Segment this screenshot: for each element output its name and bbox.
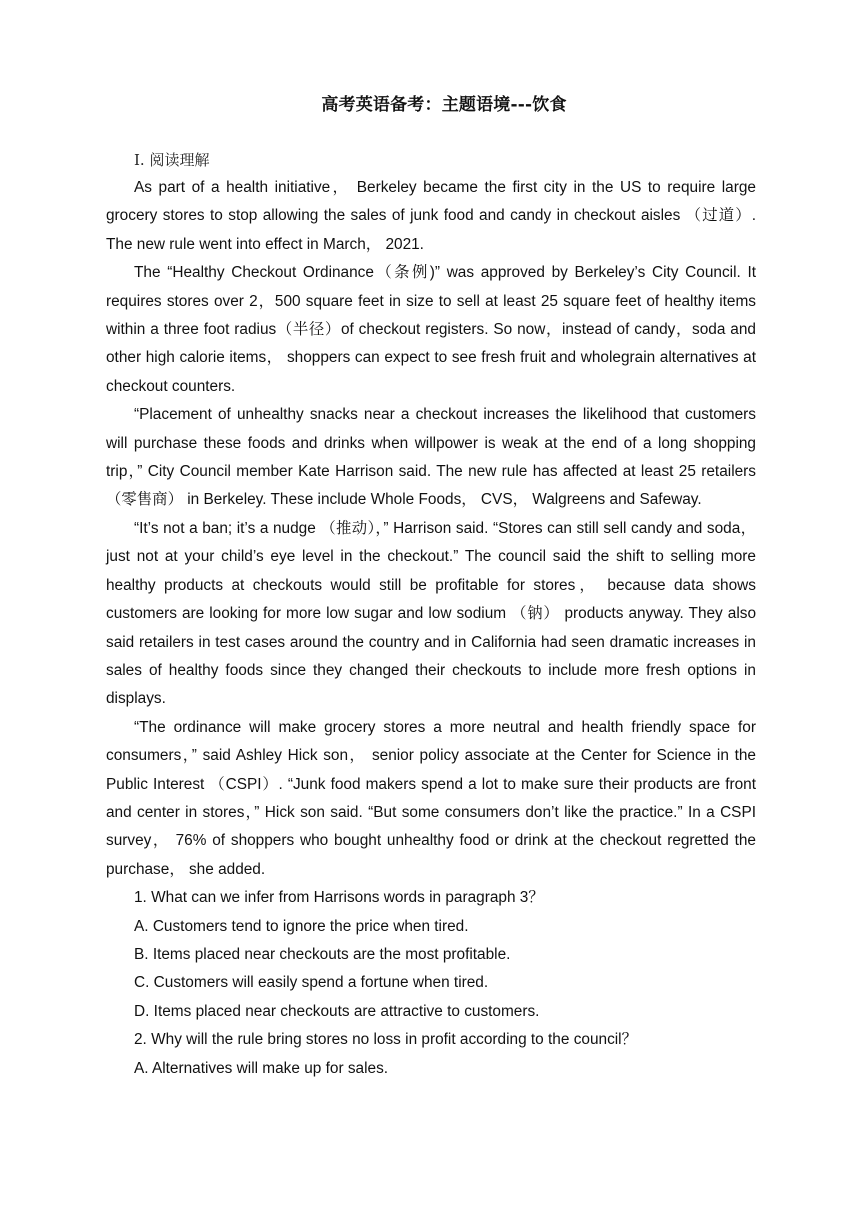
- question-1-stem: 1. What can we infer from Harrisons words in paragraph 3？: [134, 889, 544, 907]
- question-1-option-b: B. Items placed near checkouts are the most profitable.: [134, 945, 511, 963]
- page-title: 高考英语备考：主题语境---饮食: [321, 95, 567, 115]
- question-1-option-a: A. Customers tend to ignore the price when tired.: [134, 917, 469, 935]
- question-2-option-a: A. Alternatives will make up for sales.: [134, 1059, 389, 1077]
- question-1-option-d: D. Items placed near checkouts are attractive to customers.: [134, 1002, 540, 1020]
- paragraph: As part of a health initiative， Berkeley became the first city in the US to require large grocery stores to stop allowing the sales of junk food and candy in checkout aisles （过道）. The new rule went into effect in March， 2021.: [106, 179, 756, 253]
- article-body: [106, 174, 756, 1083]
- paragraph: “Placement of unhealthy snacks near a checkout increases the likelihood that customers will purchase these foods and drinks when willpower is weak at the end of a long shopping trip，” City Council member Kate Harrison said. The new rule has affected at least 25 retailers （零售商） in Berkeley. These include Whole Foods， CVS， Walgreens and Safeway.: [106, 406, 756, 509]
- question-2-stem: 2. Why will the rule bring stores no loss in profit according to the council？: [134, 1031, 637, 1049]
- section-heading: Ⅰ. 阅读理解: [134, 151, 210, 169]
- paragraph: “It’s not a ban; it’s a nudge （推动），” Harrison said. “Stores can still sell candy and soda， just not at your child’s eye level in the checkout.” The council said the shift to selling more healthy products at checkouts would still be profitable for stores， because data shows customers are looking for more low sugar and low sodium （钠） products anyway. They also said retailers in test cases around the country and in California had seen dramatic increases in sales of healthy foods since they changed their checkouts to include more fresh options in displays.: [106, 519, 756, 708]
- question-1-option-c: C. Customers will easily spend a fortune when tired.: [134, 974, 489, 992]
- paragraph: The “Healthy Checkout Ordinance（条例)” was approved by Berkeley’s City Council. It requires stores over 2，500 square feet in size to sell at least 25 square feet of healthy items within a three foot radius（半径）of checkout registers. So now，instead of candy，soda and other high calorie items， shoppers can expect to see fresh fruit and wholegrain alternatives at checkout counters.: [106, 264, 756, 395]
- paragraph: “The ordinance will make grocery stores a more neutral and health friendly space for consumers，” said Ashley Hick son， senior policy associate at the Center for Science in the Public Interest （CSPI）. “Junk food makers spend a lot to make sure their products are front and center in stores，” Hick son said. “But some consumers don’t like the practice.” In a CSPI survey， 76% of shoppers who bought unhealthy food or drink at the checkout regretted the purchase， she added.: [106, 718, 756, 878]
